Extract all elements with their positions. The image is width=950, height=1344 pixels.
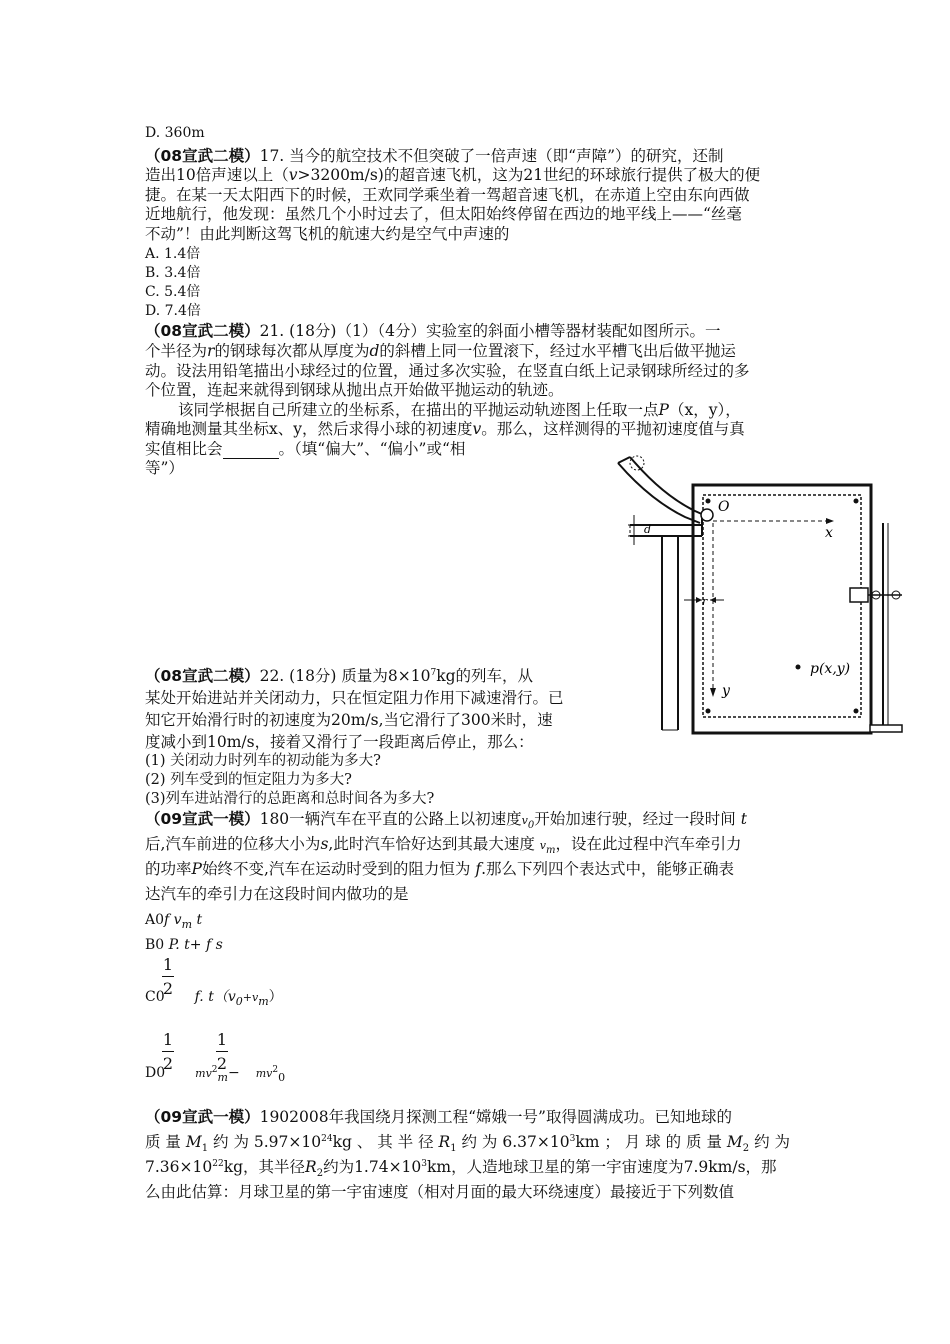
q21-line7: 实值相比会 。（填“偏大”、“偏小”或“相 (145, 440, 466, 458)
ball-icon (701, 509, 713, 521)
q18-option-d-fraction1: 1 2 (162, 1030, 174, 1073)
q21-source: （08宣武二模） (145, 322, 260, 340)
q17-line3: 捷。在某一天太阳西下的时候，王欢同学乘坐着一驾超音速飞机，在赤道上空由东向西做 (145, 186, 750, 204)
q17-source: （08宣武二模） (145, 147, 260, 165)
q16-option-d: D. 360m (145, 125, 205, 141)
q17-line4: 近地航行，他发现：虽然几个小时过去了，但太阳始终停留在西边的地平线上——“丝毫 (145, 205, 742, 223)
q17-option-d: D. 7.4倍 (145, 303, 201, 319)
q22-item1: (1) 关闭动力时列车的初动能为多大? (145, 753, 381, 769)
q19-line3: $7.36\times 10^{22}kg$，其半径$R_2$约为$1.74\times 10^3km$，人造地球卫星的第一宇宙速度为7.9km/s，那 (145, 1158, 777, 1180)
answer-blank[interactable] (223, 444, 279, 459)
q18-line2: 后,汽车前进的位移大小为s,此时汽车恰好达到其最大速度 $v_m$，设在此过程中汽车牵引力 (145, 835, 742, 857)
q18-line4: 达汽车的牵引力在这段时间内做功的是 (145, 885, 409, 903)
q18-option-d: D0 $mv^2_m- mv^2_0$ (145, 1065, 286, 1084)
label-p: p(x,y) (810, 661, 851, 677)
q17-option-c: C. 5.4倍 (145, 284, 201, 300)
label-r: r (702, 595, 708, 608)
point-p (796, 665, 801, 670)
q18-line1: （09宣武一模）180一辆汽车在平直的公路上以初速度$v_0$开始加速行驶，经过一段时间 t (145, 810, 747, 832)
q21-line5: 该同学根据自己所建立的坐标系，在描出的平抛运动轨迹图上任取一点P（x，y）， (178, 401, 741, 419)
q18-source: （09宣武一模） (145, 810, 260, 828)
q18-option-a: A0f $v_m$ t (145, 912, 203, 931)
q22-line4: 度减小到10m/s，接着又滑行了一段距离后停止，那么： (145, 733, 534, 751)
experiment-figure (600, 445, 910, 735)
stand-base (870, 725, 902, 732)
q19-source: （09宣武一模） (145, 1108, 260, 1126)
q18-option-c: C0 f. $t(v_0+v_m)$ (145, 989, 283, 1008)
q21-line2: 个半径为r的钢球每次都从厚度为d的斜槽上同一位置滚下，经过水平槽飞出后做平抛运 (145, 342, 736, 360)
q22-line1: （08宣武二模）22. (18分) 质量为$8\times 10^7kg$的列车，从 (145, 667, 534, 685)
label-y: y (722, 683, 730, 699)
q18-line3: 的功率P始终不变,汽车在运动时受到的阻力恒为 f.那么下列四个表达式中，能够正确表 (145, 860, 735, 878)
clamp (850, 588, 868, 602)
q21-line4: 个位置，连起来就得到钢球从抛出点开始做平抛运动的轨迹。 (145, 381, 564, 399)
label-origin: O (718, 499, 730, 515)
label-x: x (825, 525, 833, 541)
q18-option-b: B0 P. t+ f s (145, 937, 223, 953)
board (693, 485, 871, 733)
q21-line8: 等”） (145, 459, 184, 477)
q17-line5: 不动”！由此判断这驾飞机的航速大约是空气中声速的 (145, 225, 510, 243)
q17-option-a: A. 1.4倍 (145, 246, 201, 262)
q17-line2: 造出10倍声速以上（v>3200m/s)的超音速飞机，这为21世纪的环球旅行提供了极大的便 (145, 166, 761, 184)
q17-option-b: B. 3.4倍 (145, 265, 201, 281)
q22-line2: 某处开始进站并关闭动力，只在恒定阻力作用下减速滑行。已 (145, 689, 564, 707)
q17-line1: （08宣武二模）17. 当今的航空技术不但突破了一倍声速（即“声障”）的研究，还制 (145, 147, 724, 165)
ramp-curve-outer (618, 463, 700, 523)
q19-line2: 质 量 $M_1$ 约 为 $5.97\times 10^{24}kg$ 、 其 半 径 $R_1$ 约 为 $6.37\times 10^3km$ ； 月 球 的 质 量 $M_2$ 约 为 (145, 1133, 791, 1155)
q22-line3: 知它开始滑行时的初速度为20m/s,当它滑行了300米时，速 (145, 711, 553, 729)
q22-item2: (2) 列车受到的恒定阻力为多大? (145, 772, 352, 788)
q18-option-d-fraction2: 1 2 (216, 1030, 228, 1073)
q19-line4: 么由此估算：月球卫星的第一宇宙速度（相对月面的最大环绕速度）最接近于下列数值 (145, 1183, 735, 1201)
q22-source: （08宣武二模） (145, 667, 260, 685)
q18-option-c-fraction: 1 2 (162, 955, 174, 998)
label-d: d (644, 523, 652, 536)
q22-item3: (3)列车进站滑行的总距离和总时间各为多大? (145, 791, 435, 807)
q21-line1: （08宣武二模）21. (18分)（1）（4分）实验室的斜面小槽等器材装配如图所示。一 (145, 322, 721, 340)
q19-line1: （09宣武一模）1902008年我国绕月探测工程“嫦娥一号”取得圆满成功。已知地球的 (145, 1108, 732, 1126)
q21-line3: 动。设法用铅笔描出小球经过的位置，通过多次实验，在竖直白纸上记录钢球所经过的多 (145, 362, 750, 380)
q21-line6: 精确地测量其坐标x、y，然后求得小球的初速度v。那么，这样测得的平抛初速度值与真 (145, 420, 745, 438)
